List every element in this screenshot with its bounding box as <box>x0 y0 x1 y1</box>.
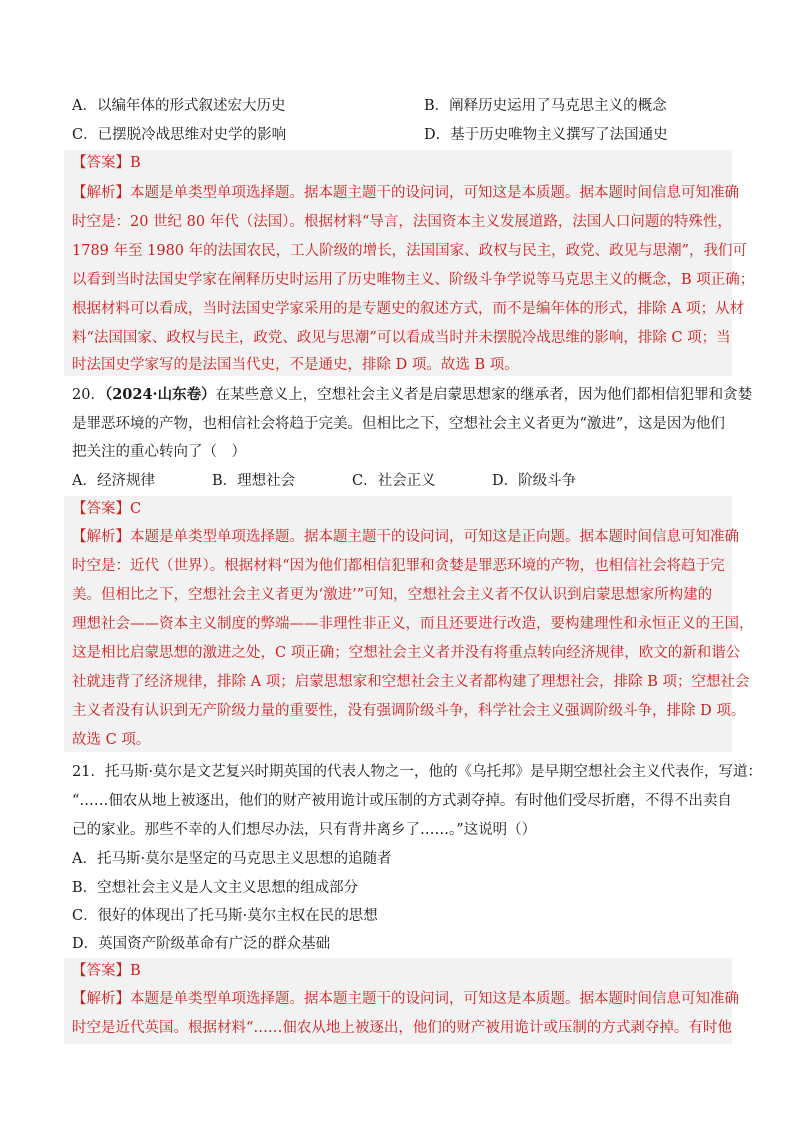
q19-analysis-line: 时空是：20 世纪 80 年代（法国）。根据材料“导言，法国资本主义发展道路，法国人口问题的特殊性， <box>72 214 732 230</box>
q20-analysis-line: 时空是：近代（世界）。根据材料“因为他们都相信犯罪和贪婪是罪恶环境的产物，也相信社会将趋于完 <box>72 558 725 574</box>
q20-analysis-line: 这是相比启蒙思想的激进之处，C 项正确；空想社会主义者并没有将重点转向经济规律，欧文的新和谐公 <box>72 645 741 661</box>
q20-analysis-line: 理想社会——资本主义制度的弊端——非理性非正义，而且还要进行改造，要构建理性和永恒正义的王国， <box>72 616 754 632</box>
q20-source: （2024·山东卷） <box>104 386 216 403</box>
q20-stem-text: 在某些意义上，空想社会主义者是启蒙思想家的继承者，因为他们都相信犯罪和贪婪 <box>215 387 753 403</box>
q21-stem-line: “……佃农从地上被逐出，他们的财产被用诡计或压制的方式剥夺掉。有时他们受尽折磨，不得不出卖自 <box>72 793 732 809</box>
q20-analysis-line: 【解析】本题是单类型单项选择题。据本题主题干的设问词，可知这是正向题。据本题时间信息可知准确 <box>72 529 739 545</box>
q20-stem-first <box>72 385 753 405</box>
q20-stem-line: 是罪恶环境的产物，也相信社会将趋于完美。但相比之下，空想社会主义者更为“激进”，这是因为他们 <box>72 416 725 432</box>
q21-analysis-line: 【解析】本题是单类型单项选择题。据本题主题干的设问词，可知这是本质题。据本题时间信息可知准确 <box>72 991 739 1007</box>
q21-option-c[interactable]: C．很好的体现出了托马斯·莫尔主权在民的思想 <box>72 908 378 924</box>
q19-answer: 【答案】B <box>72 155 141 171</box>
q20-stem-line: 把关注的重心转向了（ ） <box>72 444 246 460</box>
q19-analysis-line: 料“法国国家、政权与民主，政党、政见与思潮”可以看成当时并未摆脱冷战思维的影响，排除 C 项；当 <box>72 330 731 346</box>
q21-option-d[interactable]: D．英国资产阶级革命有广泛的群众基础 <box>72 936 331 952</box>
q19-option-b[interactable]: B．阐释历史运用了马克思主义的概念 <box>424 98 667 114</box>
q20-option-d[interactable]: D．阶级斗争 <box>492 473 577 489</box>
q20-analysis-line: 故选 C 项。 <box>72 732 151 748</box>
q19-option-a[interactable]: A．以编年体的形式叙述宏大历史 <box>72 98 286 114</box>
q21-option-a[interactable]: A．托马斯·莫尔是坚定的马克思主义思想的追随者 <box>72 851 392 867</box>
q19-option-c[interactable]: C．已摆脱冷战思维对史学的影响 <box>72 127 287 143</box>
q20-answer: 【答案】C <box>72 501 142 517</box>
q20-analysis-line: 社就违背了经济规律，排除 A 项；启蒙思想家和空想社会主义者都构建了理想社会，排除 B 项；空想社会 <box>72 674 750 690</box>
q19-analysis-line: 1789 年至 1980 年的法国农民，工人阶级的增长，法国国家、政权与民主，政党、政见与思潮”，我们可 <box>72 243 748 259</box>
q19-analysis-line: 【解析】本题是单类型单项选择题。据本题主题干的设问词，可知这是本质题。据本题时间信息可知准确 <box>72 185 739 201</box>
q20-option-b[interactable]: B．理想社会 <box>212 473 296 489</box>
q20-number: 20． <box>72 387 105 403</box>
q21-analysis-line: 时空是近代英国。根据材料“……佃农从地上被逐出，他们的财产被用诡计或压制的方式剥夺掉。有时他 <box>72 1020 732 1036</box>
q20-option-c[interactable]: C．社会正义 <box>352 473 436 489</box>
q20-option-a[interactable]: A．经济规律 <box>72 473 155 489</box>
q19-analysis-line: 时法国史学家写的是法国当代史，不是通史，排除 D 项。故选 B 项。 <box>72 357 519 373</box>
q19-options-row-2 <box>72 125 732 145</box>
q20-analysis-line: 美。但相比之下，空想社会主义者更为‘激进’”可知，空想社会主义者不仅认识到启蒙思想家所构建的 <box>72 587 713 603</box>
q19-options-row-1 <box>72 96 732 116</box>
q19-option-d[interactable]: D．基于历史唯物主义撰写了法国通史 <box>424 127 668 143</box>
q21-option-b[interactable]: B．空想社会主义是人文主义思想的组成部分 <box>72 880 359 896</box>
q19-analysis-line: 根据材料可以看成，当时法国史学家采用的是专题史的叙述方式，而不是编年体的形式，排除 A 项；从材 <box>72 301 745 317</box>
q21-stem-line: 己的家业。那些不幸的人们想尽办法，只有背井离乡了……。”这说明（） <box>72 822 537 838</box>
q21-stem-line: 21．托马斯·莫尔是文艺复兴时期英国的代表人物之一，他的《乌托邦》是早期空想社会主义代表作，写道： <box>72 764 763 780</box>
q19-analysis-line: 以看到当时法国史学家在阐释历史时运用了历史唯物主义、阶级斗争学说等马克思主义的概念，B 项正确； <box>72 272 755 288</box>
q20-options-row <box>72 471 732 491</box>
q20-analysis-line: 主义者没有认识到无产阶级力量的重要性，没有强调阶级斗争，科学社会主义强调阶级斗争，排除 D 项。 <box>72 703 746 719</box>
q21-answer: 【答案】B <box>72 963 141 979</box>
